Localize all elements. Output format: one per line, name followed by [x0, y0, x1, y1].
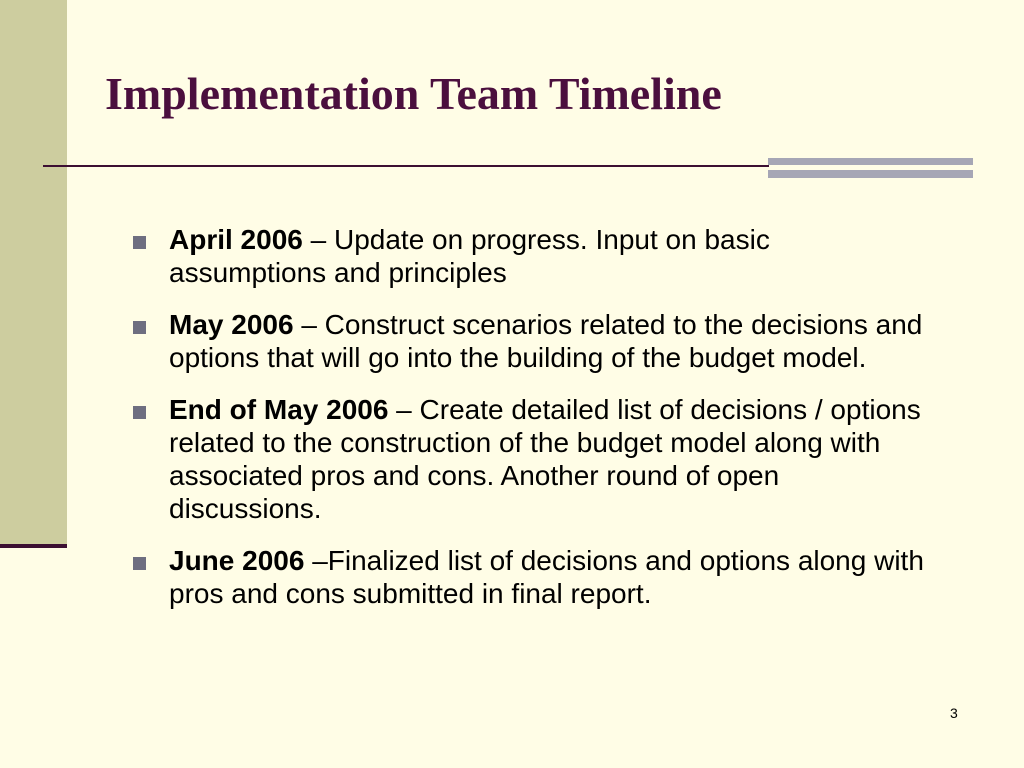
timeline-list	[130, 223, 930, 629]
timeline-description: –Finalized list of decisions and options along with pros and cons submitted in final report.	[169, 545, 924, 609]
timeline-item-april	[130, 223, 930, 289]
timeline-item-june	[130, 544, 930, 610]
timeline-description: – Update on progress. Input on basic assumptions and principles	[169, 224, 770, 288]
square-bullet-icon	[133, 236, 146, 249]
timeline-description: – Create detailed list of decisions / options related to the construction of the budget model along with associated pros and cons. Another round of open discussions.	[169, 394, 921, 524]
title-divider	[43, 165, 769, 167]
timeline-date: June 2006	[169, 545, 305, 576]
timeline-date: May 2006	[169, 309, 294, 340]
timeline-date: April 2006	[169, 224, 303, 255]
slide-title: Implementation Team Timeline	[105, 68, 722, 119]
timeline-item-may	[130, 308, 930, 374]
square-bullet-icon	[133, 557, 146, 570]
sidebar-accent-line	[0, 544, 67, 548]
slide-number: 3	[950, 705, 958, 721]
divider-accent-top	[768, 158, 973, 165]
square-bullet-icon	[133, 406, 146, 419]
timeline-item-end-of-may	[130, 393, 930, 525]
sidebar-band	[0, 0, 67, 545]
timeline-description: – Construct scenarios related to the decisions and options that will go into the building of the budget model.	[169, 309, 923, 373]
divider-accent-bottom	[768, 170, 973, 178]
square-bullet-icon	[133, 321, 146, 334]
timeline-date: End of May 2006	[169, 394, 389, 425]
